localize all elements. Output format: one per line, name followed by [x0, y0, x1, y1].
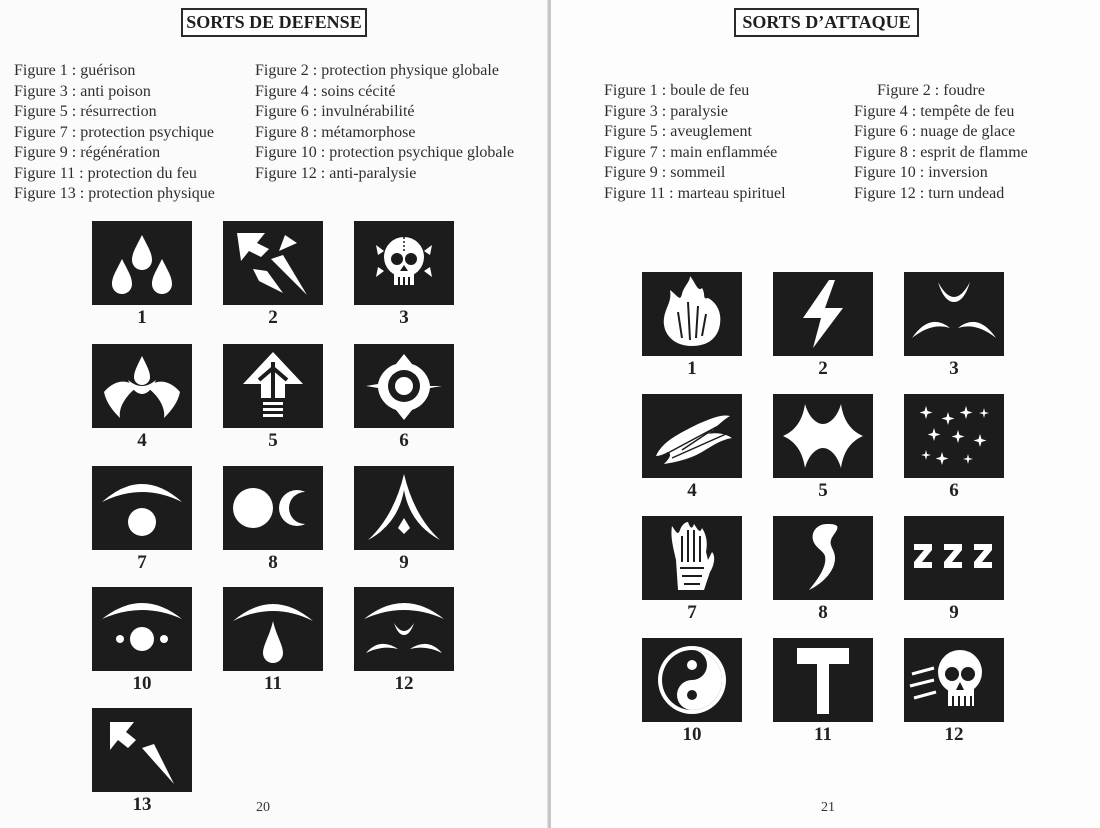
figure-number: 9: [949, 602, 959, 623]
attack-figure-6: [904, 394, 1004, 502]
arc-over-drop-icon: [223, 587, 323, 671]
legend-figure-10: Figure 10 : protection psychique globale: [255, 144, 515, 161]
figure-number: 3: [949, 358, 959, 379]
defense-figure-5: [223, 344, 323, 452]
right-page-number: 21: [821, 800, 835, 815]
legend-figure-6: Figure 6 : invulnérabilité: [255, 103, 415, 120]
legend-figure-8: Figure 8 : esprit de flamme: [854, 144, 1028, 161]
legend-figure-9: Figure 9 : sommeil: [604, 164, 726, 181]
drop-between-crescents-icon: [92, 344, 192, 428]
legend-figure-2: Figure 2 : foudre: [877, 82, 985, 99]
attack-figure-2: [773, 272, 873, 380]
defense-figure-6: [354, 344, 454, 452]
legend-figure-5: Figure 5 : aveuglement: [604, 123, 752, 140]
figure-number: 6: [949, 480, 959, 501]
legend-figure-12: Figure 12 : turn undead: [854, 185, 1005, 202]
legend-figure-10: Figure 10 : inversion: [854, 164, 988, 181]
legend-figure-12: Figure 12 : anti-paralysie: [255, 165, 417, 182]
hammer-icon: [773, 638, 873, 722]
figure-number: 12: [944, 724, 964, 745]
attack-figure-1: [642, 272, 742, 380]
figure-number: 2: [268, 307, 278, 328]
figure-number: 8: [818, 602, 828, 623]
figure-number: 1: [137, 307, 147, 328]
flaming-hand-icon: [642, 516, 742, 600]
defense-figure-7: [92, 466, 192, 574]
legend-figure-1: Figure 1 : boule de feu: [604, 82, 750, 99]
ice-sparkles-icon: [904, 394, 1004, 478]
figure-number: 9: [399, 552, 409, 573]
defense-figure-11: [223, 587, 323, 695]
attack-figure-4: [642, 394, 742, 502]
legend-figure-7: Figure 7 : main enflammée: [604, 144, 778, 161]
figure-number: 11: [264, 673, 282, 694]
legend-figure-3: Figure 3 : paralysie: [604, 103, 728, 120]
peak-with-dot-icon: [354, 466, 454, 550]
figure-number: 10: [682, 724, 702, 745]
attack-figure-12: [904, 638, 1004, 746]
defense-figure-13: [92, 708, 192, 816]
figure-number: 8: [268, 552, 278, 573]
attack-figure-11: [773, 638, 873, 746]
figure-number: 6: [399, 430, 409, 451]
right-page-title: SORTS D’ATTAQUE: [734, 8, 919, 37]
firestorm-icon: [642, 394, 742, 478]
arc-over-crescents-icon: [354, 587, 454, 671]
figure-number: 7: [137, 552, 147, 573]
ringed-eye-icon: [354, 344, 454, 428]
figure-number: 1: [687, 358, 697, 379]
figure-number: 5: [818, 480, 828, 501]
attack-figure-8: [773, 516, 873, 624]
broken-arrow-icon: [223, 221, 323, 305]
defense-figure-10: [92, 587, 192, 695]
legend-figure-4: Figure 4 : soins cécité: [255, 83, 396, 100]
circle-and-crescent-icon: [223, 466, 323, 550]
figure-number: 2: [818, 358, 828, 379]
rising-arrow-icon: [223, 344, 323, 428]
legend-figure-11: Figure 11 : protection du feu: [14, 165, 197, 182]
left-page: [0, 0, 549, 828]
attack-figure-5: [773, 394, 873, 502]
flame-spirit-icon: [773, 516, 873, 600]
legend-figure-13: Figure 13 : protection physique: [14, 185, 215, 202]
sleep-zzz-icon: [904, 516, 1004, 600]
figure-number: 5: [268, 430, 278, 451]
attack-figure-3: [904, 272, 1004, 380]
defense-figure-12: [354, 587, 454, 695]
yin-yang-icon: [642, 638, 742, 722]
attack-figure-10: [642, 638, 742, 746]
fireball-icon: [642, 272, 742, 356]
arc-over-three-circles-icon: [92, 587, 192, 671]
defense-figure-4: [92, 344, 192, 452]
figure-number: 4: [687, 480, 697, 501]
crossed-skull-icon: [354, 221, 454, 305]
attack-figure-9: [904, 516, 1004, 624]
legend-figure-8: Figure 8 : métamorphose: [255, 124, 416, 141]
defense-figure-9: [354, 466, 454, 574]
legend-figure-3: Figure 3 : anti poison: [14, 83, 151, 100]
left-page-title: SORTS DE DEFENSE: [181, 8, 367, 37]
blinding-star-icon: [773, 394, 873, 478]
legend-figure-7: Figure 7 : protection psychique: [14, 124, 214, 141]
left-page-number: 20: [256, 800, 270, 815]
legend-figure-5: Figure 5 : résurrection: [14, 103, 157, 120]
broken-arrow-small-icon: [92, 708, 192, 792]
legend-figure-2: Figure 2 : protection physique globale: [255, 62, 499, 79]
lightning-bolt-icon: [773, 272, 873, 356]
legend-figure-6: Figure 6 : nuage de glace: [854, 123, 1016, 140]
figure-number: 4: [137, 430, 147, 451]
figure-number: 13: [132, 794, 152, 815]
legend-figure-9: Figure 9 : régénération: [14, 144, 161, 161]
defense-figure-3: [354, 221, 454, 329]
attack-figure-7: [642, 516, 742, 624]
arc-over-circle-icon: [92, 466, 192, 550]
legend-figure-4: Figure 4 : tempête de feu: [854, 103, 1015, 120]
figure-number: 7: [687, 602, 697, 623]
paralysis-crescents-icon: [904, 272, 1004, 356]
flying-skull-icon: [904, 638, 1004, 722]
legend-figure-11: Figure 11 : marteau spirituel: [604, 185, 786, 202]
figure-number: 11: [814, 724, 832, 745]
figure-number: 12: [394, 673, 414, 694]
defense-figure-8: [223, 466, 323, 574]
figure-number: 3: [399, 307, 409, 328]
defense-figure-1: [92, 221, 192, 329]
legend-figure-1: Figure 1 : guérison: [14, 62, 136, 79]
defense-figure-2: [223, 221, 323, 329]
figure-number: 10: [132, 673, 152, 694]
right-page: [551, 0, 1100, 828]
three-drops-icon: [92, 221, 192, 305]
